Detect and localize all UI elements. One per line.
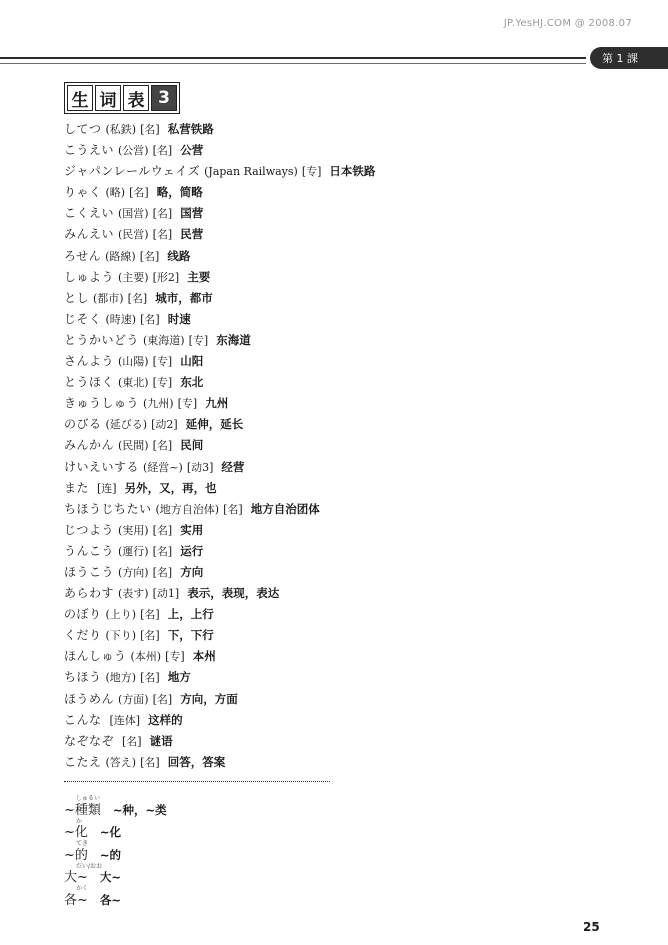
suffix-entry	[64, 818, 167, 841]
title-char: 生	[67, 85, 93, 111]
suffix-entry	[64, 795, 167, 818]
vocab-pos: [动3]	[186, 460, 214, 474]
vocab-pos: [名]	[140, 608, 160, 622]
suffix-meaning: ~化	[99, 825, 122, 839]
vocab-kanji: (運行)	[118, 544, 149, 558]
vocab-meaning: 实用	[180, 522, 204, 537]
vocab-reading: きゅうしゅう	[64, 396, 140, 411]
vocab-entry	[64, 309, 624, 330]
vocab-reading: りゃく	[64, 185, 102, 200]
suffix-list	[64, 795, 167, 908]
vocab-pos: [形2]	[152, 270, 180, 284]
vocab-entry	[64, 351, 624, 372]
vocab-entry	[64, 562, 624, 583]
vocab-pos: [名]	[140, 123, 160, 136]
vocab-meaning: 国营	[180, 206, 204, 221]
vocab-pos: [名]	[140, 629, 160, 643]
vocab-pos: [名]	[152, 544, 173, 558]
vocab-kanji: (国営)	[118, 207, 149, 221]
vocab-reading: ほうこう	[64, 564, 115, 579]
vocab-entry	[64, 414, 624, 435]
title-char: 词	[95, 85, 121, 111]
vocab-entry	[64, 224, 624, 245]
vocab-kanji: (経営~)	[143, 460, 183, 474]
vocab-reading: こたえ	[64, 754, 102, 769]
vocab-reading: とし	[64, 290, 90, 305]
vocab-meaning: 民营	[180, 227, 204, 242]
vocab-kanji: (主要)	[118, 270, 149, 284]
vocab-kanji: (私鉄)	[105, 123, 137, 136]
vocab-pos: [名]	[152, 228, 173, 242]
vocab-entry	[64, 710, 624, 731]
vocab-pos: [连体]	[109, 713, 141, 727]
vocab-meaning: 东海道	[216, 332, 251, 347]
vocab-meaning: 山阳	[180, 354, 204, 369]
suffix-term: ~化	[64, 825, 88, 840]
vocab-kanji: (地方自治体)	[155, 502, 220, 516]
suffix-term: 各~	[64, 892, 88, 908]
vocab-reading: じつよう	[64, 522, 115, 537]
suffix-ruby: しゅるい	[76, 795, 101, 802]
vocab-kanji: (民営)	[118, 228, 149, 242]
vocab-pos: [专]	[301, 165, 322, 179]
vocab-entry	[64, 119, 624, 140]
vocab-meaning: 运行	[180, 543, 204, 558]
vocab-entry	[64, 604, 624, 625]
vocab-kanji: (延びる)	[105, 418, 148, 432]
vocab-kanji: (答え)	[105, 755, 137, 769]
suffix-ruby: だい/おお	[76, 862, 103, 870]
vocab-entry	[64, 330, 624, 351]
title-char: 表	[123, 85, 149, 111]
suffix-ruby: てき	[76, 840, 89, 847]
vocab-meaning: 本州	[192, 649, 216, 664]
vocab-entry	[64, 393, 624, 414]
vocab-kanji: (下り)	[105, 629, 137, 643]
vocab-kanji: (上り)	[105, 608, 137, 622]
vocab-entry	[64, 689, 624, 710]
vocab-entry	[64, 499, 624, 520]
vocab-kanji: (本州)	[130, 650, 162, 664]
vocab-kanji: (実用)	[118, 523, 149, 537]
vocab-reading: みんえい	[64, 227, 115, 242]
vocab-pos: [名]	[140, 312, 160, 326]
vocab-meaning: 时速	[167, 311, 191, 326]
vocab-kanji: (都市)	[93, 291, 124, 305]
vocab-entry	[64, 203, 624, 224]
vocab-meaning: 经营	[221, 459, 245, 474]
watermark-text: JP.YesHJ.COM @ 2008.07	[503, 18, 632, 29]
vocab-meaning: 线路	[167, 248, 191, 263]
vocab-entry	[64, 372, 624, 393]
vocab-pos: [名]	[140, 671, 160, 685]
vocab-reading: こくえい	[64, 206, 115, 221]
vocab-meaning: 下，下行	[167, 628, 214, 643]
vocab-pos: [专]	[165, 650, 185, 664]
vocab-pos: [名]	[140, 755, 160, 769]
title-number: 3	[151, 85, 177, 111]
suffix-ruby: かく	[76, 885, 89, 892]
suffix-meaning: ~的	[99, 847, 122, 862]
vocab-meaning: 地方	[167, 670, 191, 685]
vocab-meaning: 私营铁路	[167, 122, 214, 136]
vocab-pos: [名]	[223, 502, 243, 516]
vocab-entry	[64, 457, 624, 478]
vocab-meaning: 延伸，延长	[185, 417, 244, 432]
vocab-kanji: (方面)	[118, 692, 149, 706]
vocab-entry	[64, 246, 624, 267]
vocab-kanji: (方向)	[118, 565, 149, 579]
vocab-pos: [名]	[152, 523, 173, 537]
vocab-kanji: (公営)	[118, 144, 149, 158]
vocab-entry	[64, 161, 624, 182]
vocab-pos: [专]	[188, 333, 209, 347]
vocab-kanji: (表す)	[118, 587, 149, 601]
vocab-entry	[64, 182, 624, 203]
suffix-meaning: 各~	[99, 892, 122, 907]
vocab-reading: こんな	[64, 712, 102, 727]
vocab-kanji: (東海道)	[143, 333, 185, 347]
vocab-kanji: (地方)	[105, 671, 137, 685]
vocab-entry	[64, 583, 624, 604]
vocab-entry	[64, 520, 624, 541]
suffix-meaning: 大~	[99, 870, 122, 884]
vocab-kanji: (山陽)	[118, 355, 149, 369]
header-rule-thin	[0, 63, 586, 64]
vocab-meaning: 回答，答案	[167, 754, 226, 769]
vocab-reading: こうえい	[64, 143, 115, 158]
vocab-reading: とうほく	[64, 375, 115, 390]
vocab-entry	[64, 267, 624, 288]
vocab-reading: けいえいする	[64, 459, 140, 474]
vocab-reading: じそく	[64, 311, 102, 326]
vocab-meaning: 公营	[180, 143, 204, 158]
vocab-pos: [名]	[152, 144, 173, 158]
suffix-entry	[64, 840, 167, 863]
vocab-reading: ちほう	[64, 670, 102, 685]
suffix-term: 大~	[64, 870, 88, 885]
vocab-entry	[64, 625, 624, 646]
vocab-reading: さんよう	[64, 354, 115, 369]
vocab-reading: のぼり	[64, 607, 102, 622]
vocab-meaning: 谜语	[149, 733, 173, 748]
vocab-entry	[64, 646, 624, 667]
vocab-pos: [连]	[97, 481, 117, 495]
vocab-kanji: (Japan Railways)	[204, 165, 298, 179]
page-number: 25	[583, 920, 600, 934]
vocab-meaning: 主要	[187, 269, 211, 284]
vocab-kanji: (路線)	[105, 249, 136, 263]
vocab-kanji: (民間)	[118, 439, 149, 453]
vocab-reading: ほんしゅう	[64, 649, 127, 664]
vocab-meaning: 九州	[205, 396, 229, 411]
vocab-list	[64, 119, 624, 773]
vocab-entry	[64, 731, 624, 752]
suffix-entry	[64, 863, 167, 886]
suffix-ruby: か	[76, 817, 83, 825]
vocab-entry	[64, 288, 624, 309]
vocab-kanji: (略)	[105, 186, 126, 200]
vocab-reading: とうかいどう	[64, 332, 140, 347]
header-rule	[0, 57, 586, 59]
vocab-reading: くだり	[64, 628, 102, 643]
vocab-meaning: 略，简略	[156, 185, 203, 200]
vocab-pos: [名]	[122, 734, 142, 748]
vocab-reading: ほうめん	[64, 691, 115, 706]
vocab-meaning: 方向，方面	[180, 691, 238, 706]
vocab-kanji: (東北)	[118, 376, 149, 390]
suffix-entry	[64, 885, 167, 908]
vocab-entry	[64, 752, 624, 773]
vocab-meaning: 地方自治团体	[250, 501, 320, 516]
vocab-entry	[64, 478, 624, 499]
vocab-meaning: 这样的	[148, 712, 183, 727]
dotted-divider	[64, 781, 330, 782]
vocab-pos: [专]	[152, 355, 173, 369]
vocab-entry	[64, 140, 624, 161]
vocab-meaning: 日本铁路	[329, 164, 376, 179]
vocab-kanji: (時速)	[105, 312, 137, 326]
vocab-reading: あらわす	[64, 586, 115, 601]
vocab-pos: [名]	[152, 565, 173, 579]
vocab-reading: また	[64, 480, 90, 495]
suffix-term: ~的	[64, 847, 88, 863]
vocab-reading: みんかん	[64, 438, 115, 453]
vocab-reading: ちほうじちたい	[64, 501, 152, 516]
vocab-reading: ろせん	[64, 248, 102, 263]
suffix-term: ~種類	[64, 802, 101, 818]
vocab-meaning: 另外，又，再，也	[124, 480, 217, 495]
vocab-pos: [专]	[152, 376, 173, 390]
suffix-meaning: ~种，~类	[112, 802, 167, 817]
vocab-pos: [动2]	[151, 418, 178, 432]
vocab-reading: なぞなぞ	[64, 733, 115, 748]
vocab-pos: [名]	[127, 291, 148, 305]
vocab-meaning: 城市，都市	[155, 290, 213, 305]
vocab-meaning: 上，上行	[167, 607, 214, 622]
vocab-reading: ジャパンレールウェイズ	[64, 164, 201, 179]
vocab-reading: のびる	[64, 417, 102, 432]
vocab-reading: しゅよう	[64, 269, 115, 284]
vocab-meaning: 民间	[180, 438, 204, 453]
vocab-reading: してつ	[64, 122, 102, 136]
vocab-pos: [名]	[152, 439, 173, 453]
vocab-entry	[64, 541, 624, 562]
vocab-pos: [名]	[129, 186, 149, 200]
lesson-tab: 第 1 課	[590, 47, 668, 69]
vocab-meaning: 东北	[180, 375, 204, 390]
vocab-pos: [名]	[152, 207, 173, 221]
vocab-meaning: 表示，表现，表达	[187, 586, 280, 601]
vocab-kanji: (九州)	[143, 397, 174, 411]
vocab-pos: [动1]	[152, 587, 180, 601]
vocab-meaning: 方向	[180, 564, 204, 579]
vocab-list-title	[64, 82, 180, 114]
vocab-pos: [名]	[152, 692, 173, 706]
vocab-pos: [名]	[139, 249, 160, 263]
vocab-pos: [专]	[177, 397, 198, 411]
vocab-reading: うんこう	[64, 543, 115, 558]
vocab-entry	[64, 435, 624, 456]
vocab-entry	[64, 667, 624, 688]
